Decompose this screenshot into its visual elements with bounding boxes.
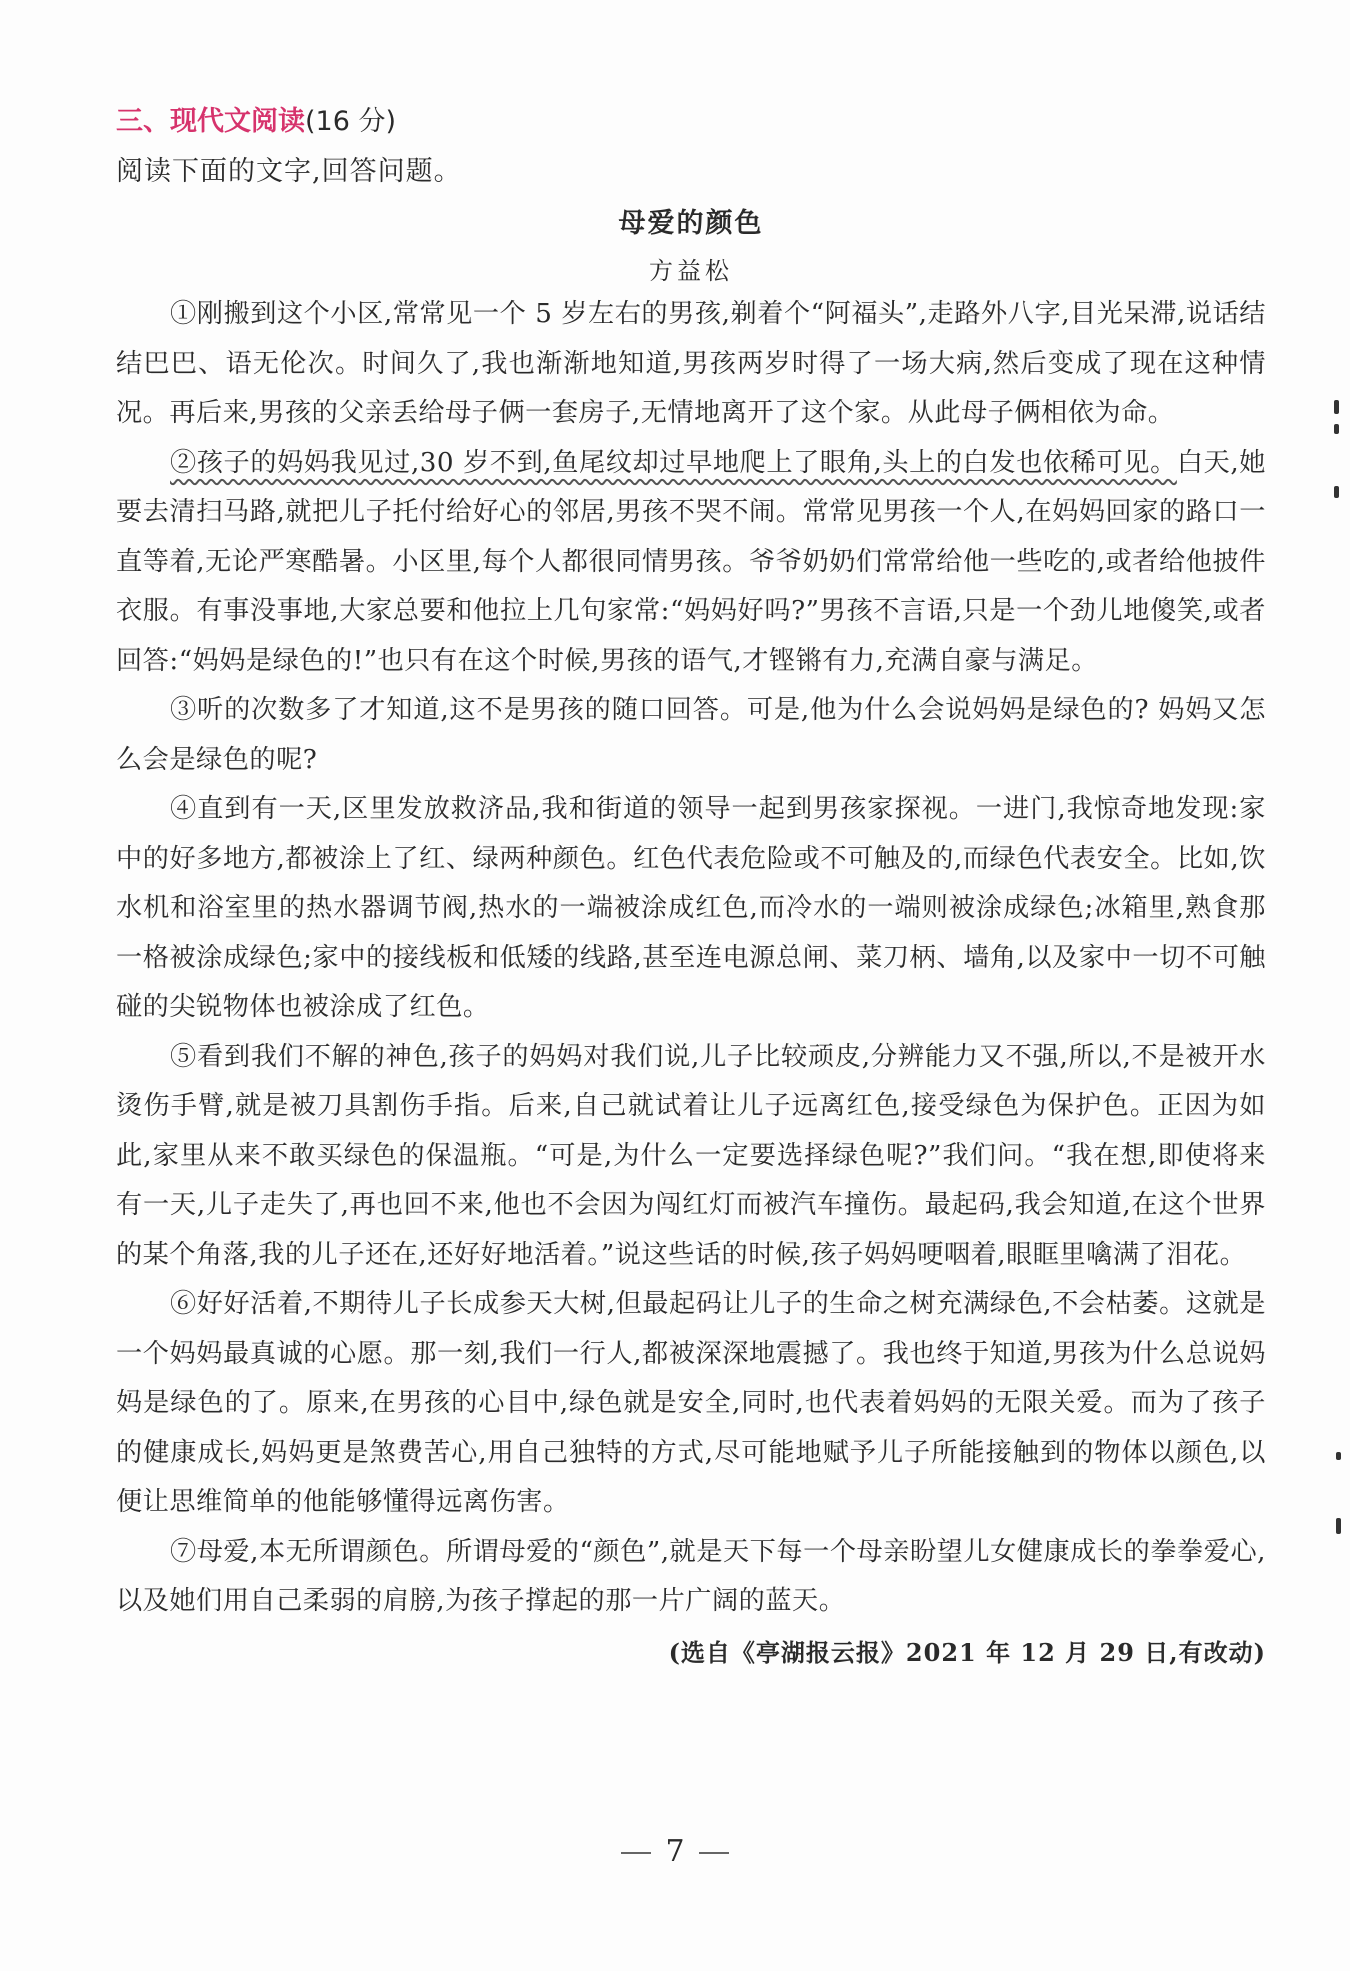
reading-instruction: 阅读下面的文字,回答问题。: [116, 156, 462, 187]
article-source: (选自《亭湖报云报》2021 年 12 月 29 日,有改动): [668, 1637, 1266, 1667]
binding-mark: [1334, 400, 1339, 414]
section-score: (16 分): [305, 106, 397, 137]
page-number-dash-left: [621, 1852, 651, 1854]
binding-mark: [1334, 424, 1339, 434]
article-author: 方益松: [649, 257, 733, 285]
wavy-underlined-sentence: ②孩子的妈妈我见过,30 岁不到,鱼尾纹却过早地爬上了眼角,头上的白发也依稀可见。: [170, 447, 1177, 478]
section-heading: [116, 102, 1266, 142]
page-number-dash-right: [699, 1852, 729, 1854]
paragraph-3: ③听的次数多了才知道,这不是男孩的随口回答。可是,他为什么会说妈妈是绿色的? 妈妈又怎么会是绿色的呢?: [116, 695, 1266, 775]
page-number: [0, 1832, 1350, 1872]
paragraph-2: ②孩子的妈妈我见过,30 岁不到,鱼尾纹却过早地爬上了眼角,头上的白发也依稀可见。白天,她要去清扫马路,就把儿子托付给好心的邻居,男孩不哭不闹。常常见男孩一个人,在妈妈回家的路口一直等着,无论严寒酷暑。小区里,每个人都很同情男孩。爷爷奶奶们常常给他一些吃的,或者给他披件衣服。有事没事地,大家总要和他拉上几句家常:“妈妈好吗?”男孩不言语,只是一个劲儿地傻笑,或者回答:“妈妈是绿色的!”也只有在这个时候,男孩的语气,才铿锵有力,充满自豪与满足。: [116, 447, 1266, 676]
binding-mark: [1336, 1452, 1341, 1460]
binding-mark: [1336, 1518, 1341, 1534]
page-number-value: 7: [665, 1834, 685, 1869]
binding-mark: [1334, 486, 1339, 498]
section-label: 三、现代文阅读: [116, 106, 305, 137]
article-body: [116, 290, 1266, 1627]
paragraph-5: ⑤看到我们不解的神色,孩子的妈妈对我们说,儿子比较顽皮,分辨能力又不强,所以,不是被开水烫伤手臂,就是被刀具割伤手指。后来,自己就试着让儿子远离红色,接受绿色为保护色。正因为如此,家里从来不敢买绿色的保温瓶。“可是,为什么一定要选择绿色呢?”我们问。“我在想,即使将来有一天,儿子走失了,再也回不来,他也不会因为闯红灯而被汽车撞伤。最起码,我会知道,在这个世界的某个角落,我的儿子还在,还好好地活着。”说这些话的时候,孩子妈妈哽咽着,眼眶里噙满了泪花。: [116, 1041, 1266, 1270]
page-content: [116, 102, 1266, 1673]
article-title: 母爱的颜色: [618, 208, 764, 239]
paragraph-4: ④直到有一天,区里发放救济品,我和街道的领导一起到男孩家探视。一进门,我惊奇地发现:家中的好多地方,都被涂上了红、绿两种颜色。红色代表危险或不可触及的,而绿色代表安全。比如,饮水机和浴室里的热水器调节阀,热水的一端被涂成红色,而冷水的一端则被涂成绿色;冰箱里,熟食那一格被涂成绿色;家中的接线板和低矮的线路,甚至连电源总闸、菜刀柄、墙角,以及家中一切不可触碰的尖锐物体也被涂成了红色。: [116, 794, 1266, 1022]
paragraph-6: ⑥好好活着,不期待儿子长成参天大树,但最起码让儿子的生命之树充满绿色,不会枯萎。这就是一个妈妈最真诚的心愿。那一刻,我们一行人,都被深深地震撼了。我也终于知道,男孩为什么总说妈妈是绿色的了。原来,在男孩的心目中,绿色就是安全,同时,也代表着妈妈的无限关爱。而为了孩子的健康成长,妈妈更是煞费苦心,用自己独特的方式,尽可能地赋予儿子所能接触到的物体以颜色,以便让思维简单的他能够懂得远离伤害。: [116, 1289, 1266, 1517]
paragraph-7: ⑦母爱,本无所谓颜色。所谓母爱的“颜色”,就是天下每一个母亲盼望儿女健康成长的拳拳爱心,以及她们用自己柔弱的肩膀,为孩子撑起的那一片广阔的蓝天。: [116, 1536, 1266, 1616]
paragraph-1: ①刚搬到这个小区,常常见一个 5 岁左右的男孩,剃着个“阿福头”,走路外八字,目光呆滞,说话结结巴巴、语无伦次。时间久了,我也渐渐地知道,男孩两岁时得了一场大病,然后变成了现在这种情况。再后来,男孩的父亲丢给母子俩一套房子,无情地离开了这个家。从此母子俩相依为命。: [116, 299, 1266, 428]
